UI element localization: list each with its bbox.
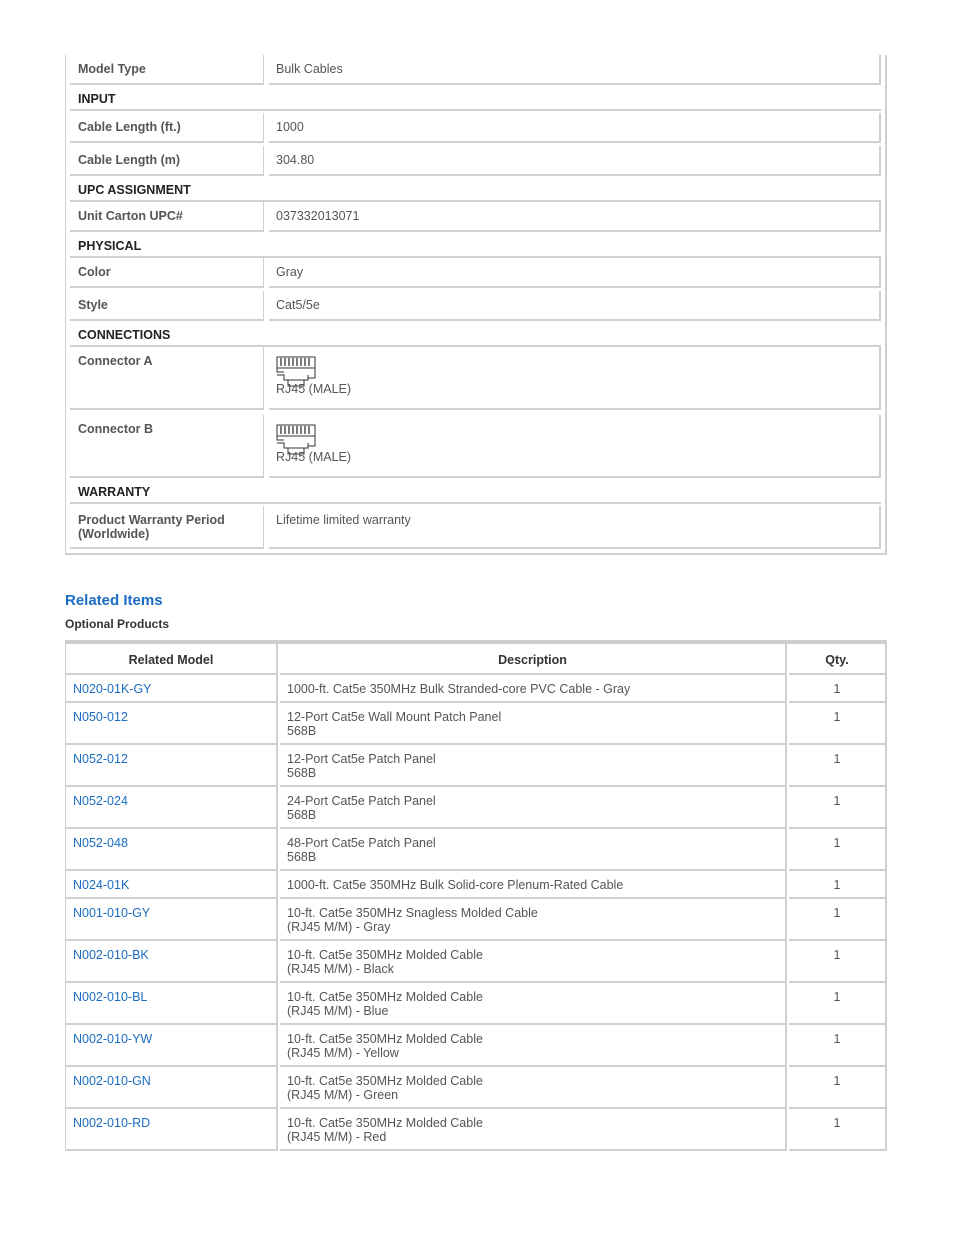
table-row	[66, 703, 885, 745]
description-line1: 10-ft. Cat5e 350MHz Molded Cable	[287, 1032, 483, 1046]
spec-row-connector-b	[70, 415, 881, 478]
related-model-link[interactable]: N002-010-BL	[66, 983, 278, 1025]
description-line1: 1000-ft. Cat5e 350MHz Bulk Stranded-core PVC Cable - Gray	[287, 682, 631, 696]
related-items-table	[65, 640, 887, 1151]
related-model-link[interactable]: N052-048	[66, 829, 278, 871]
qty-cell: 1	[789, 829, 885, 871]
description-line2: (RJ45 M/M) - Red	[287, 1130, 387, 1144]
spec-row-unit-carton-upc	[70, 202, 881, 232]
related-model-link[interactable]: N002-010-GN	[66, 1067, 278, 1109]
warranty-label-line2: (Worldwide)	[78, 527, 150, 541]
warranty-label-line1: Product Warranty Period	[78, 513, 225, 527]
description-line1: 48-Port Cat5e Patch Panel	[287, 836, 436, 850]
section-heading-physical: PHYSICAL	[70, 232, 881, 258]
column-header-description: Description	[280, 644, 787, 675]
description-line1: 10-ft. Cat5e 350MHz Molded Cable	[287, 1074, 483, 1088]
spec-label: Connector B	[70, 415, 264, 478]
description-cell	[280, 941, 787, 983]
spec-row-style	[70, 291, 881, 321]
spec-value: 304.80	[269, 146, 881, 176]
spec-value: Gray	[269, 258, 881, 288]
description-cell	[280, 1067, 787, 1109]
table-row	[66, 1025, 885, 1067]
spec-row-model-type	[70, 55, 881, 85]
table-body	[66, 675, 885, 1151]
related-model-link[interactable]: N020-01K-GY	[66, 675, 278, 703]
table-row	[66, 745, 885, 787]
table-row	[66, 941, 885, 983]
related-model-link[interactable]: N052-012	[66, 745, 278, 787]
description-line1: 1000-ft. Cat5e 350MHz Bulk Solid-core Plenum-Rated Cable	[287, 878, 624, 892]
related-model-link[interactable]: N050-012	[66, 703, 278, 745]
description-cell	[280, 871, 787, 899]
table-row	[66, 1067, 885, 1109]
spec-label	[70, 506, 264, 549]
spec-value	[269, 415, 881, 478]
description-line2: (RJ45 M/M) - Green	[287, 1088, 399, 1102]
description-cell	[280, 703, 787, 745]
spec-label: Model Type	[70, 55, 264, 85]
section-heading-input: INPUT	[70, 85, 881, 111]
description-line1: 10-ft. Cat5e 350MHz Molded Cable	[287, 990, 483, 1004]
spec-row-cable-length-m	[70, 146, 881, 176]
description-line1: 10-ft. Cat5e 350MHz Snagless Molded Cable	[287, 906, 538, 920]
qty-cell: 1	[789, 703, 885, 745]
spec-value: Bulk Cables	[269, 55, 881, 85]
spec-value: Cat5/5e	[269, 291, 881, 321]
description-line1: 10-ft. Cat5e 350MHz Molded Cable	[287, 1116, 483, 1130]
qty-cell: 1	[789, 899, 885, 941]
qty-cell: 1	[789, 1025, 885, 1067]
spec-label: Color	[70, 258, 264, 288]
spec-row-connector-a	[70, 347, 881, 410]
spec-label: Style	[70, 291, 264, 321]
table-row	[66, 983, 885, 1025]
qty-cell: 1	[789, 941, 885, 983]
spec-label: Connector A	[70, 347, 264, 410]
description-cell	[280, 983, 787, 1025]
related-model-link[interactable]: N001-010-GY	[66, 899, 278, 941]
related-model-link[interactable]: N052-024	[66, 787, 278, 829]
description-cell	[280, 745, 787, 787]
related-model-link[interactable]: N002-010-RD	[66, 1109, 278, 1151]
section-heading-warranty: WARRANTY	[70, 478, 881, 504]
description-line1: 10-ft. Cat5e 350MHz Molded Cable	[287, 948, 483, 962]
spec-label: Unit Carton UPC#	[70, 202, 264, 232]
description-line2: 568B	[287, 766, 317, 780]
qty-cell: 1	[789, 1109, 885, 1151]
qty-cell: 1	[789, 1067, 885, 1109]
table-row	[66, 787, 885, 829]
description-cell	[280, 829, 787, 871]
description-line1: 12-Port Cat5e Wall Mount Patch Panel	[287, 710, 502, 724]
spec-value	[269, 347, 881, 410]
table-row	[66, 829, 885, 871]
description-line2: 568B	[287, 850, 317, 864]
table-row	[66, 675, 885, 703]
section-heading-connections: CONNECTIONS	[70, 321, 881, 347]
description-line2: 568B	[287, 808, 317, 822]
description-line2: (RJ45 M/M) - Yellow	[287, 1046, 399, 1060]
related-model-link[interactable]: N002-010-YW	[66, 1025, 278, 1067]
spec-table	[65, 55, 887, 555]
column-header-qty: Qty.	[789, 644, 885, 675]
spec-row-color	[70, 258, 881, 288]
qty-cell: 1	[789, 871, 885, 899]
description-line2: (RJ45 M/M) - Black	[287, 962, 394, 976]
column-header-model: Related Model	[66, 644, 278, 675]
qty-cell: 1	[789, 787, 885, 829]
description-cell	[280, 899, 787, 941]
related-model-link[interactable]: N002-010-BK	[66, 941, 278, 983]
section-heading-upc: UPC ASSIGNMENT	[70, 176, 881, 202]
table-header-row	[66, 644, 885, 675]
spec-value: 1000	[269, 113, 881, 143]
description-line2: (RJ45 M/M) - Gray	[287, 920, 391, 934]
description-line1: 12-Port Cat5e Patch Panel	[287, 752, 436, 766]
qty-cell: 1	[789, 983, 885, 1025]
qty-cell: 1	[789, 745, 885, 787]
description-line2: 568B	[287, 724, 317, 738]
qty-cell: 1	[789, 675, 885, 703]
connector-type-label: RJ45 (MALE)	[276, 382, 352, 396]
spec-value: Lifetime limited warranty	[269, 506, 881, 549]
spec-label: Cable Length (ft.)	[70, 113, 264, 143]
description-line2: (RJ45 M/M) - Blue	[287, 1004, 389, 1018]
related-model-link[interactable]: N024-01K	[66, 871, 278, 899]
spec-label: Cable Length (m)	[70, 146, 264, 176]
description-line1: 24-Port Cat5e Patch Panel	[287, 794, 436, 808]
description-cell	[280, 787, 787, 829]
related-items-title: Related Items	[65, 592, 163, 609]
spec-value: 037332013071	[269, 202, 881, 232]
description-cell	[280, 1109, 787, 1151]
spec-row-cable-length-ft	[70, 113, 881, 143]
spec-row-warranty	[70, 506, 881, 549]
optional-products-subtitle: Optional Products	[65, 617, 170, 631]
table-row	[66, 871, 885, 899]
description-cell	[280, 675, 787, 703]
connector-type-label: RJ45 (MALE)	[276, 450, 352, 464]
description-cell	[280, 1025, 787, 1067]
table-row	[66, 1109, 885, 1151]
table-row	[66, 899, 885, 941]
